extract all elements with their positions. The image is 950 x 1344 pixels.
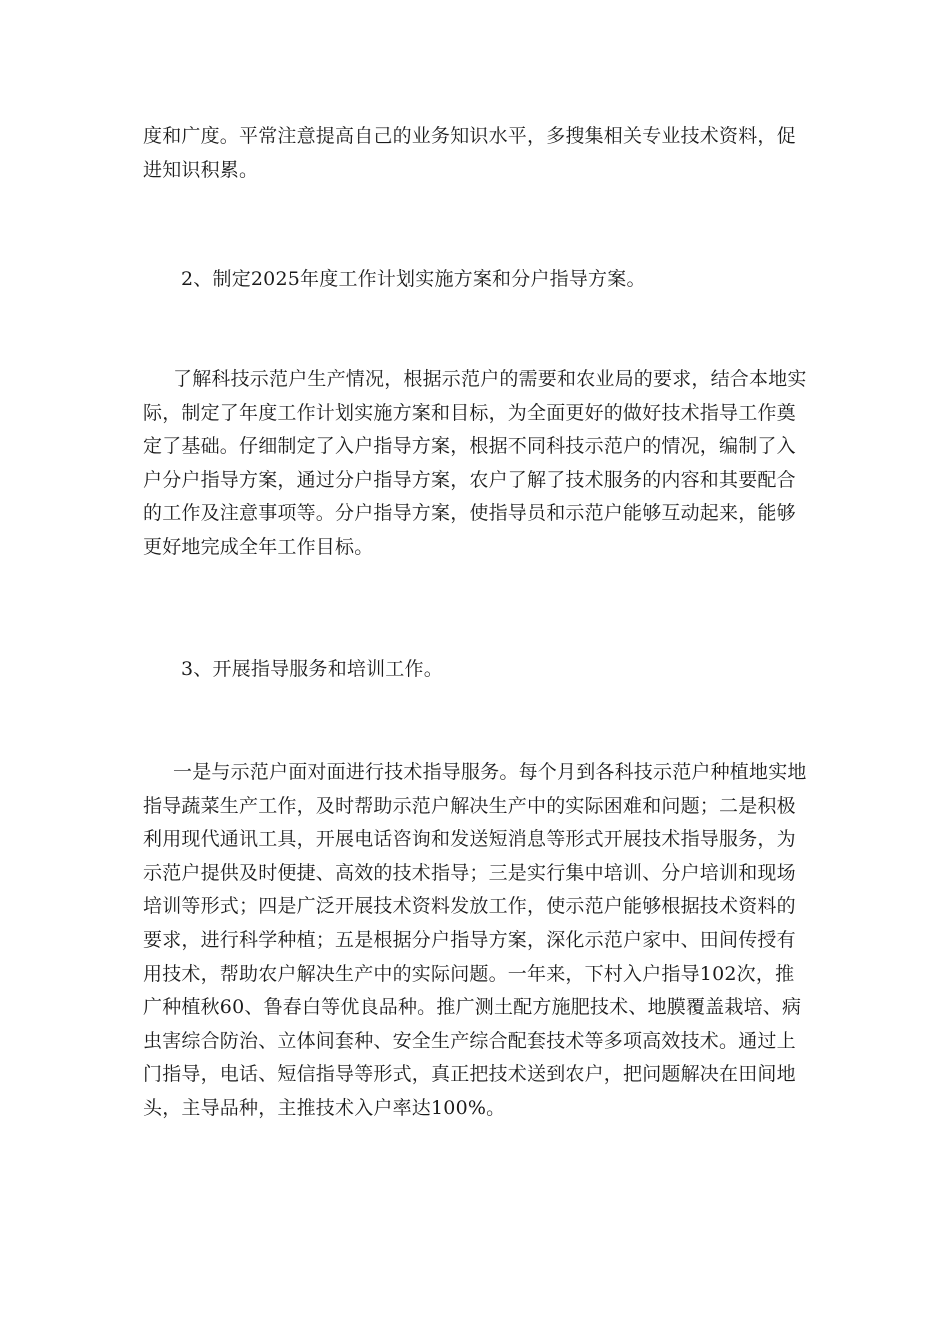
paragraph-line: 际，制定了年度工作计划实施方案和目标，为全面更好的做好技术指导工作奠 bbox=[143, 401, 796, 424]
paragraph-continuation bbox=[143, 120, 809, 187]
paragraph-line: 利用现代通讯工具，开展电话咨询和发送短消息等形式开展技术指导服务，为 bbox=[143, 828, 796, 851]
paragraph-line: 广种植秋60、鲁春白等优良品种。推广测土配方施肥技术、地膜覆盖栽培、病 bbox=[143, 996, 802, 1019]
paragraph-line: 进知识积累。 bbox=[143, 158, 259, 181]
section-heading-3 bbox=[143, 653, 809, 687]
heading-text: 3、开展指导服务和培训工作。 bbox=[181, 658, 443, 680]
paragraph-line: 示范户提供及时便捷、高效的技术指导；三是实行集中培训、分户培训和现场 bbox=[143, 861, 796, 884]
paragraph-line: 一是与示范户面对面进行技术指导服务。每个月到各科技示范户种植地实地 bbox=[173, 761, 807, 783]
paragraph-line: 定了基础。仔细制定了入户指导方案，根据不同科技示范户的情况，编制了入 bbox=[143, 435, 796, 458]
paragraph-line: 要求，进行科学种植；五是根据分户指导方案，深化示范户家中、田间传授有 bbox=[143, 928, 796, 951]
paragraph-line: 虫害综合防治、立体间套种、安全生产综合配套技术等多项高效技术。通过上 bbox=[143, 1029, 796, 1052]
paragraph-line: 培训等形式；四是广泛开展技术资料发放工作，使示范户能够根据技术资料的 bbox=[143, 895, 796, 918]
paragraph-line: 头，主导品种，主推技术入户率达100%。 bbox=[143, 1096, 506, 1119]
paragraph-line: 更好地完成全年工作目标。 bbox=[143, 535, 374, 558]
heading-text: 2、制定2025年度工作计划实施方案和分户指导方案。 bbox=[181, 268, 646, 290]
section-heading-2 bbox=[143, 263, 809, 297]
paragraph-plan bbox=[143, 363, 809, 565]
paragraph-line: 用技术，帮助农户解决生产中的实际问题。一年来，下村入户指导102次，推 bbox=[143, 962, 795, 985]
paragraph-line: 指导蔬菜生产工作，及时帮助示范户解决生产中的实际困难和问题；二是积极 bbox=[143, 794, 796, 817]
paragraph-line: 户分户指导方案，通过分户指导方案，农户了解了技术服务的内容和其要配合 bbox=[143, 468, 796, 491]
paragraph-line: 了解科技示范户生产情况，根据示范户的需要和农业局的要求，结合本地实 bbox=[173, 368, 807, 390]
paragraph-line: 度和广度。平常注意提高自己的业务知识水平，多搜集相关专业技术资料，促 bbox=[143, 125, 796, 147]
paragraph-line: 门指导，电话、短信指导等形式，真正把技术送到农户，把问题解决在田间地 bbox=[143, 1063, 796, 1086]
paragraph-service bbox=[143, 756, 809, 1126]
paragraph-line: 的工作及注意事项等。分户指导方案，使指导员和示范户能够互动起来，能够 bbox=[143, 502, 796, 525]
